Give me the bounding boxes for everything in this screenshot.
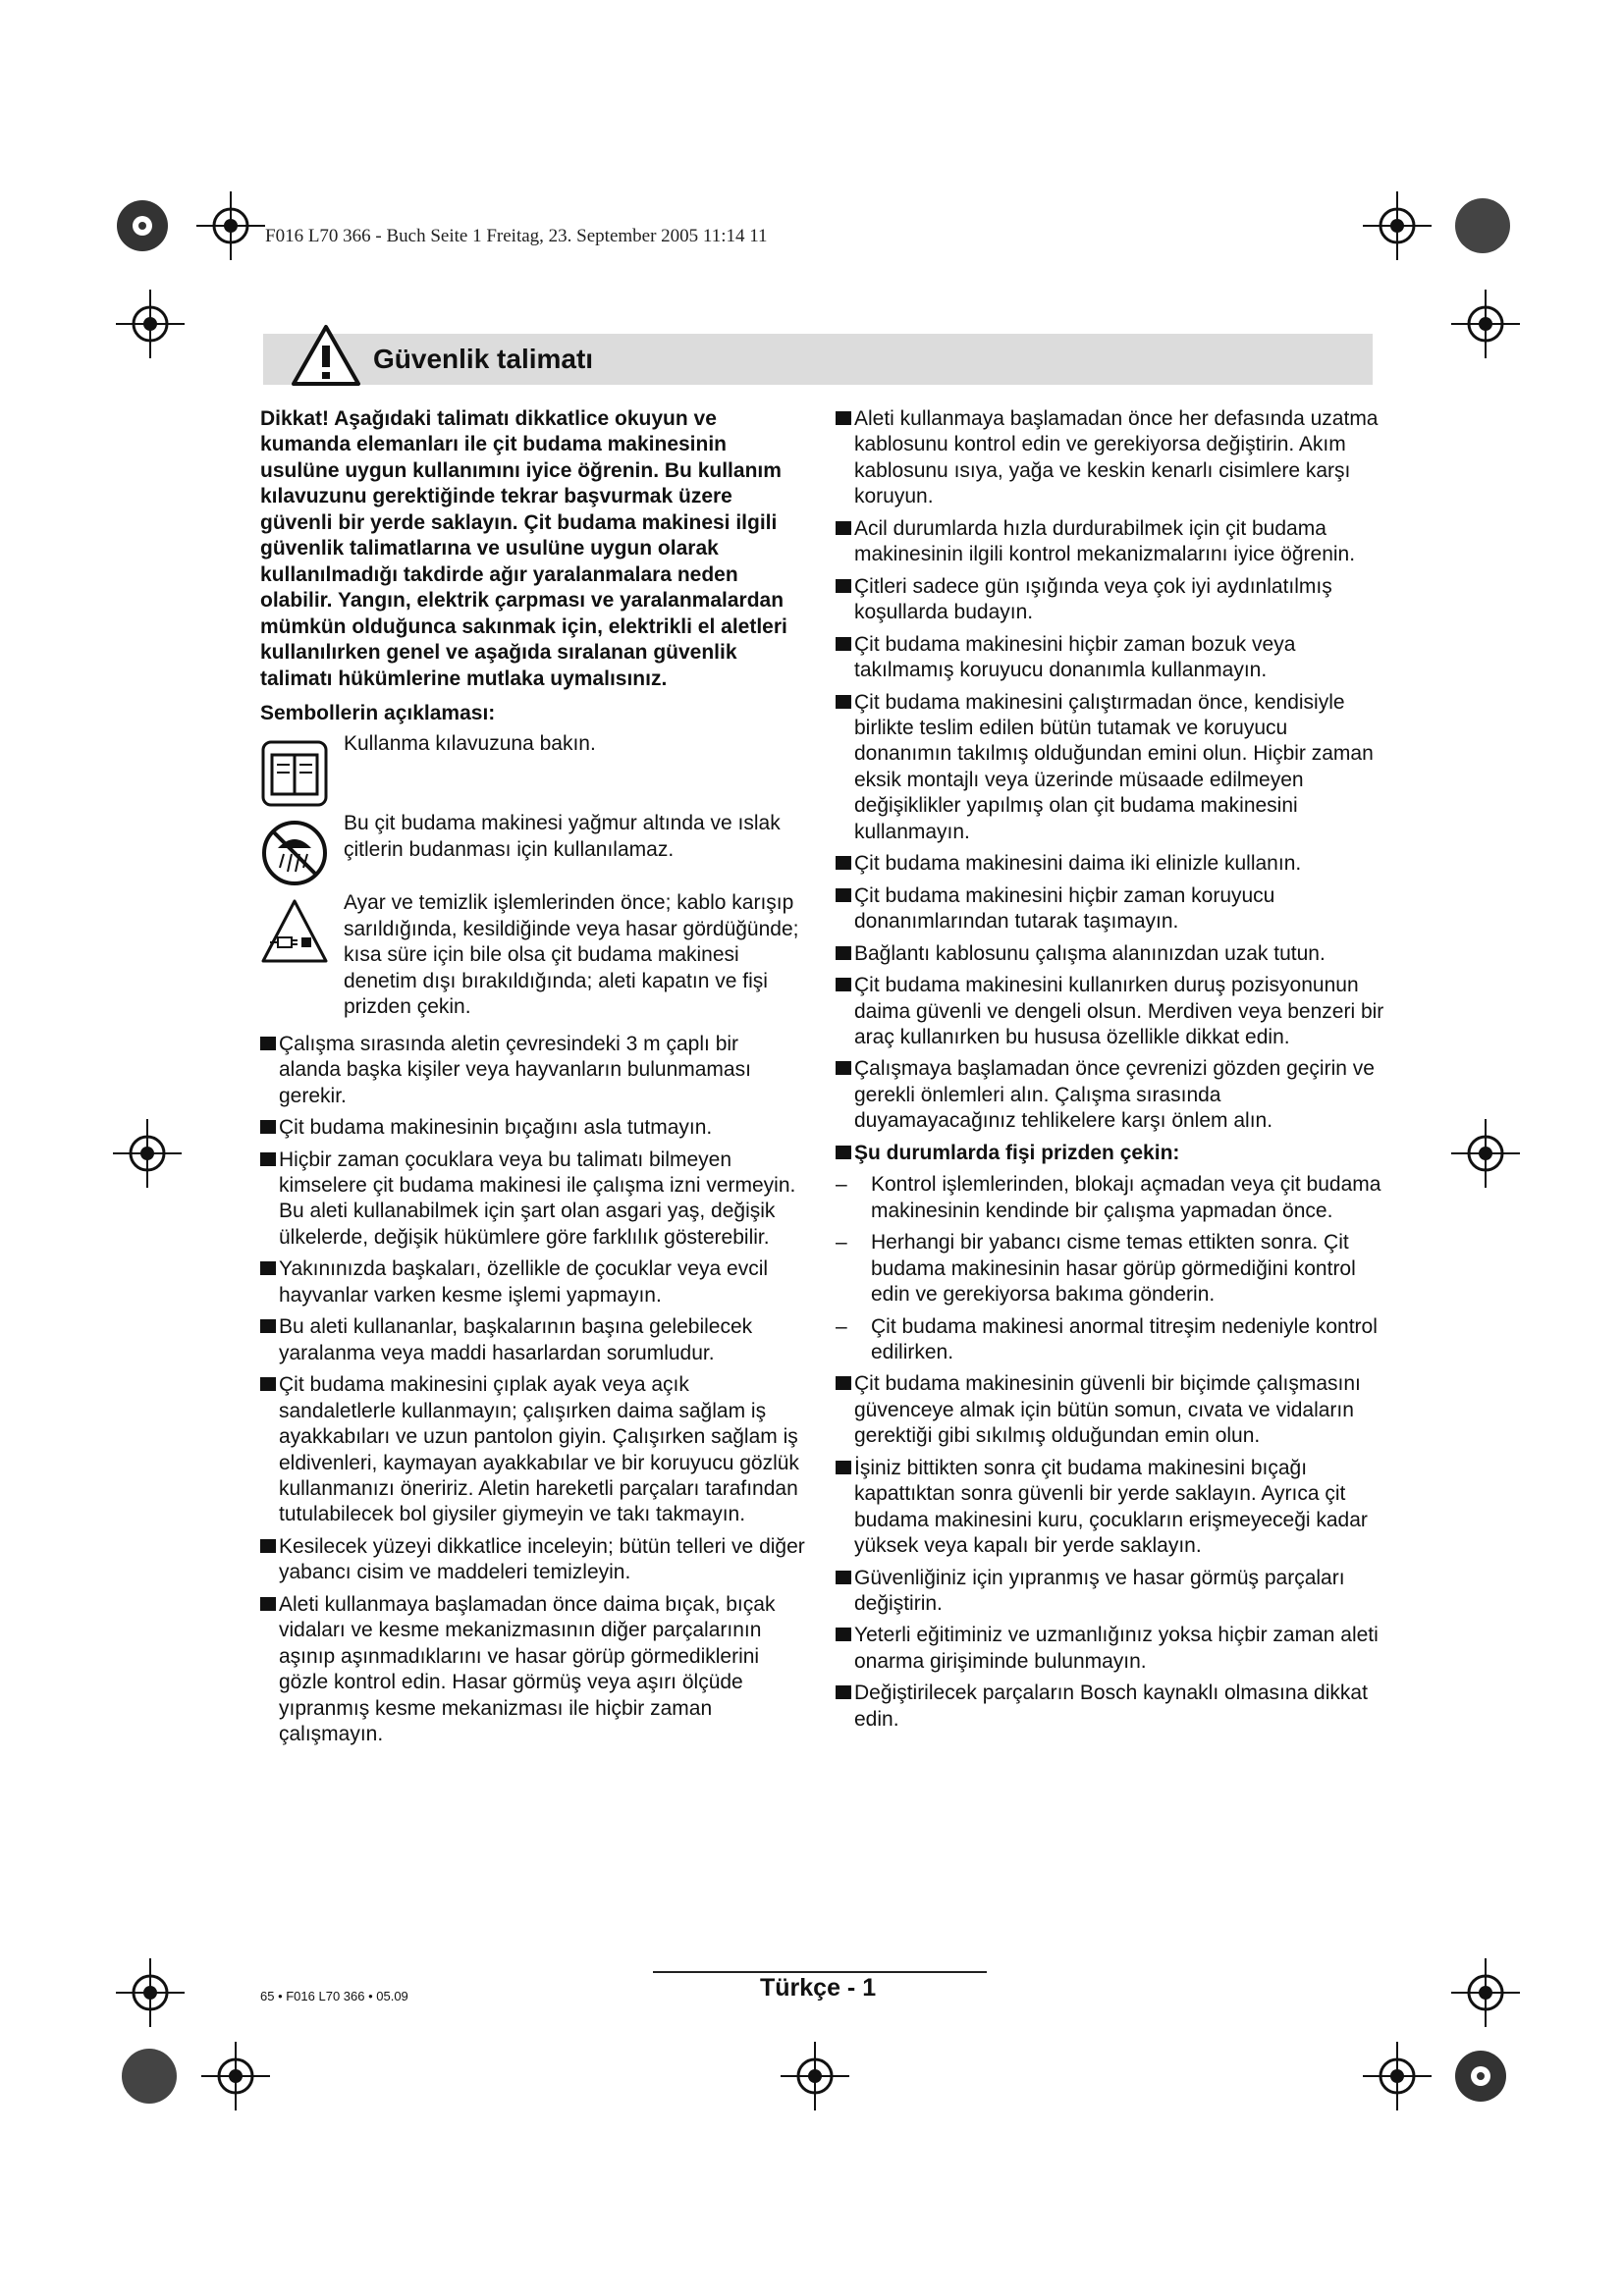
bullet-square-icon — [836, 695, 851, 709]
footer-divider — [653, 1971, 987, 1973]
bullet-square-icon — [260, 1037, 276, 1050]
bullet-square-icon — [836, 1628, 851, 1641]
list-item: Yakınınızda başkaları, özellikle de çocuklar veya evcil hayvanlar varken kesme işlemi yapmayın. — [260, 1256, 805, 1308]
registration-mark-icon — [1453, 196, 1512, 255]
print-header: F016 L70 366 - Buch Seite 1 Freitag, 23. September 2005 11:14 11 — [265, 226, 768, 246]
bullet-square-icon — [260, 1539, 276, 1553]
list-item: Çit budama makinesini daima iki elinizle kullanın. — [836, 851, 1385, 877]
list-item: Çalışmaya başlamadan önce çevrenizi gözden geçirin ve gerekli önlemleri alın. Çalışma sırasında duyamayacağınız tehlikelere karşı önlem alın. — [836, 1056, 1385, 1134]
bullet-square-icon — [260, 1319, 276, 1333]
unplug-heading: Şu durumlarda fişi prizden çekin: — [836, 1141, 1385, 1166]
list-item: Çit budama makinesini çıplak ayak veya açık sandaletlerle kullanmayın; çalışırken daima sağlam iş ayakkabıları ve uzun pantolon giyin. Çalışırken sağlam iş eldivenleri, kaymayan ayakkabılar ve bir koruyucu gözlük kullanmanızı öneririz. Aletin hareketli parçaları tarafından tutulabilecek bol giysiler giymeyin ve takı takmayın. — [260, 1372, 805, 1528]
list-item: Hiçbir zaman çocuklara veya bu talimatı bilmeyen kimselere çit budama makinesi ile çalışma izni vermeyin. Bu aleti kullanabilmek için şart olan asgari yaş, değişik ülkelerde, değişik hükümlere göre farklılık gösterebilir. — [260, 1148, 805, 1252]
dash-item: – Çit budama makinesi anormal titreşim nedeniyle kontrol edilirken. — [836, 1314, 1378, 1363]
registration-mark-icon — [120, 2047, 179, 2106]
symbols-heading: Sembollerin açıklaması: — [260, 701, 496, 724]
bullet-square-icon — [836, 521, 851, 535]
symbol-text: Kullanma kılavuzuna bakın. — [344, 732, 596, 756]
dash-bullet: – — [836, 1314, 847, 1338]
footer-code: 65 • F016 L70 366 • 05.09 — [260, 1989, 408, 2003]
bullet-square-icon — [260, 1261, 276, 1275]
crosshair-mark-icon — [113, 1119, 182, 1188]
bullet-square-icon — [836, 1061, 851, 1075]
registration-mark-icon — [113, 196, 172, 255]
crosshair-mark-icon — [1451, 1958, 1520, 2027]
crosshair-mark-icon — [201, 2042, 270, 2110]
crosshair-mark-icon — [1363, 2042, 1432, 2110]
list-item: Çit budama makinesinin bıçağını asla tutmayın. — [260, 1115, 805, 1141]
left-column — [260, 406, 805, 1753]
bullet-square-icon — [836, 637, 851, 651]
bullet-square-icon — [836, 1146, 851, 1159]
dash-bullet: – — [836, 1231, 847, 1255]
list-item: İşiniz bittikten sonra çit budama makinesini bıçağı kapattıktan sonra güvenli bir yerde saklayın. Ayrıca çit budama makinesini kuru, çocukların erişmeyeceği kadar yüksek veya kapalı bir yerde saklayın. — [836, 1456, 1385, 1560]
bullet-square-icon — [260, 1597, 276, 1611]
list-item: Çit budama makinesini çalıştırmadan önce, kendisiyle birlikte teslim edilen bütün tutamak ve koruyucu donanımın takılmış olduğundan emini olun. Hiçbir zaman eksik montajlı veya üzerinde müsaade edilmeyen değişiklikler yapılmış olan çit budama makinesini kullanmayın. — [836, 690, 1385, 846]
list-item: Çit budama makinesinin güvenli bir biçimde çalışmasını güvenceye almak için bütün somun, cıvata ve vidaların gerektiği gibi sıkılmış olduğundan emin olun. — [836, 1371, 1385, 1449]
list-item: Yeterli eğitiminiz ve uzmanlığınız yoksa hiçbir zaman aleti onarma girişiminde bulunmayın. — [836, 1623, 1385, 1675]
bullet-square-icon — [836, 1461, 851, 1474]
crosshair-mark-icon — [196, 191, 265, 260]
dash-item: – Kontrol işlemlerinden, blokajı açmadan veya çit budama makinesinin kendinde bir çalışma yapmadan önce. — [836, 1173, 1381, 1222]
symbol-row — [260, 731, 805, 800]
bullet-square-icon — [260, 1120, 276, 1134]
dash-item: – Herhangi bir yabancı cisme temas ettikten sonra. Çit budama makinesinin hasar görüp görmediğini kontrol edin ve gerekiyorsa bakıma gönderin. — [836, 1231, 1356, 1307]
crosshair-mark-icon — [116, 290, 185, 358]
list-item: Çalışma sırasında aletin çevresindeki 3 m çaplı bir alanda başka kişiler veya hayvanların bulunmaması gerekir. — [260, 1032, 805, 1109]
list-item: Çit budama makinesini kullanırken duruş pozisyonunun daima güvenli ve dengeli olsun. Merdiven veya benzeri bir araç kullanırken bu hususa özellikle dikkat edin. — [836, 973, 1385, 1050]
dash-bullet: – — [836, 1173, 847, 1197]
list-item: Aleti kullanmaya başlamadan önce daima bıçak, bıçak vidaları ve kesme mekanizmasının diğer parçalarının aşınıp aşınmadıklarını ve hasar görüp görmediklerini gözle kontrol edin. Hasar görmüş veya aşırı ölçüde yıpranmış kesme mekanizması ile hiçbir zaman çalışmayın. — [260, 1592, 805, 1748]
manual-book-icon — [260, 739, 329, 808]
bullet-square-icon — [836, 946, 851, 960]
registration-mark-icon — [1451, 2047, 1510, 2106]
bullet-square-icon — [260, 1152, 276, 1166]
page-number: Türkçe - 1 — [760, 1974, 877, 2002]
warning-icon — [291, 324, 361, 387]
bullet-square-icon — [836, 579, 851, 593]
bullet-square-icon — [836, 1685, 851, 1699]
right-column — [836, 406, 1385, 1738]
crosshair-mark-icon — [1451, 1119, 1520, 1188]
list-item: Kesilecek yüzeyi dikkatlice inceleyin; bütün telleri ve diğer yabancı cisim ve maddeleri temizleyin. — [260, 1534, 805, 1586]
crosshair-mark-icon — [1363, 191, 1432, 260]
no-rain-icon — [260, 819, 329, 887]
unplug-warning-icon — [260, 898, 329, 967]
symbol-row — [260, 890, 805, 1020]
crosshair-mark-icon — [781, 2042, 849, 2110]
bullet-square-icon — [260, 1377, 276, 1391]
section-title-bar — [263, 334, 1373, 385]
page-title: Güvenlik talimatı — [373, 344, 594, 374]
crosshair-mark-icon — [116, 1958, 185, 2027]
list-item: Çit budama makinesini hiçbir zaman bozuk veya takılmamış koruyucu donanımla kullanmayın. — [836, 632, 1385, 684]
bullet-square-icon — [836, 411, 851, 425]
symbol-row — [260, 811, 805, 880]
crosshair-mark-icon — [1451, 290, 1520, 358]
list-item: Bu aleti kullananlar, başkalarının başına gelebilecek yaralanma veya maddi hasarlardan sorumludur. — [260, 1314, 805, 1366]
bullet-square-icon — [836, 978, 851, 991]
bullet-square-icon — [836, 1376, 851, 1390]
list-item: Güvenliğiniz için yıpranmış ve hasar görmüş parçaları değiştirin. — [836, 1566, 1385, 1618]
list-item: Bağlantı kablosunu çalışma alanınızdan uzak tutun. — [836, 941, 1385, 967]
symbol-text: Bu çit budama makinesi yağmur altında ve ıslak çitlerin budanması için kullanılamaz. — [344, 812, 781, 861]
list-item: Çitleri sadece gün ışığında veya çok iyi aydınlatılmış koşullarda budayın. — [836, 574, 1385, 626]
intro-warning: Dikkat! Aşağıdaki talimatı dikkatlice okuyun ve kumanda elemanları ile çit budama makinesinin usulüne uygun kullanımını iyice öğrenin. Bu kullanım kılavuzunu gerektiğinde tekrar başvurmak üzere güvenli bir yerde saklayın. Çit budama makinesi ilgili güvenlik talimatlarına ve usulüne uygun olarak kullanılmadığı takdirde ağır yaralanmalara neden olabilir. Yangın, elektrik çarpması ve yaralanmalardan mümkün olduğunca sakınmak için, elektrikli el aletleri kullanılırken genel ve aşağıda sıralanan güvenlik talimatı hükümlerine mutlaka uymalısınız. — [260, 407, 787, 690]
list-item: Çit budama makinesini hiçbir zaman koruyucu donanımlarından tutarak taşımayın. — [836, 883, 1385, 935]
bullet-square-icon — [836, 856, 851, 870]
list-item: Acil durumlarda hızla durdurabilmek için çit budama makinesinin ilgili kontrol mekanizmalarını iyice öğrenin. — [836, 516, 1385, 568]
list-item: Aleti kullanmaya başlamadan önce her defasında uzatma kablosunu kontrol edin ve gerekiyorsa değiştirin. Akım kablosunu ısıya, yağa ve keskin kenarlı cisimlere karşı koruyun. — [836, 406, 1385, 510]
bullet-square-icon — [836, 888, 851, 902]
bullet-square-icon — [836, 1571, 851, 1584]
symbol-text: Ayar ve temizlik işlemlerinden önce; kablo karışıp sarıldığında, kesildiğinde veya hasar gördüğünde; kısa süre için bile olsa çit budama makinesi denetim dışı bırakıldığında; aleti kapatın ve fişi prizden çekin. — [344, 891, 799, 1019]
list-item: Değiştirilecek parçaların Bosch kaynaklı olmasına dikkat edin. — [836, 1681, 1385, 1733]
